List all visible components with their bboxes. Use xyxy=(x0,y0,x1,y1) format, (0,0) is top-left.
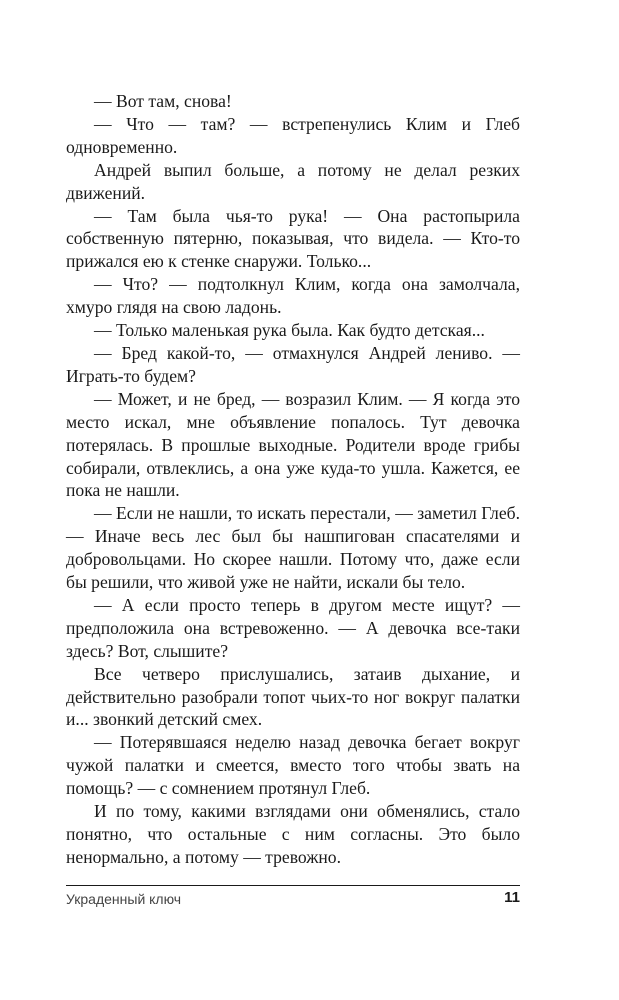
paragraph: — Там была чья-то рука! — Она растопырила собственную пятерню, показывая, что видела. — Кто-то прижался ею к стенке снаружи. Только... xyxy=(66,205,520,272)
body-text xyxy=(66,90,520,869)
paragraph: — Только маленькая рука была. Как будто детская... xyxy=(94,320,485,341)
footer-divider xyxy=(66,885,520,886)
paragraph: — Если не нашли, то искать перестали, — заметил Глеб. — Иначе весь лес был бы нашпигован спасателями и добровольцами. Но скорее нашли. Потому что, даже если бы решили, что живой уже не найти, искали бы тело. xyxy=(66,503,520,593)
page-number: 11 xyxy=(504,889,520,906)
paragraph: — Бред какой-то, — отмахнулся Андрей лениво. — Играть-то будем? xyxy=(66,342,520,386)
paragraph: — Может, и не бред, — возразил Клим. — Я когда это место искал, мне объявление попалось. Тут девочка потерялась. В прошлые выходные. Родители вроде грибы собирали, отвлеклись, а она уже куда-то ушла. Кажется, ее пока не нашли. xyxy=(66,388,520,501)
paragraph: И по тому, какими взглядами они обменялись, стало понятно, что остальные с ним согласны. Это было ненормально, а потому — тревожно. xyxy=(66,801,520,867)
paragraph: — Вот там, снова! xyxy=(94,91,232,111)
paragraph: — Потерявшаяся неделю назад девочка бегает вокруг чужой палатки и смеется, вместо того чтобы звать на помощь? — с сомнением протянул Глеб. xyxy=(66,732,520,799)
paragraph: Андрей выпил больше, а потому не делал резких движений. xyxy=(66,159,520,203)
running-footer-title: Украденный ключ xyxy=(66,891,182,907)
paragraph: — Что — там? — встрепенулись Клим и Глеб одновременно. xyxy=(66,113,520,157)
paragraph: — А если просто теперь в другом месте ищут? — предположила она встревоженно. — А девочка все-таки здесь? Вот, слышите? xyxy=(66,594,520,661)
paragraph: Все четверо прислушались, затаив дыхание, и действительно разобрали топот чьих-то ног вокруг палатки и... звонкий детский смех. xyxy=(66,663,520,730)
paragraph: — Что? — подтолкнул Клим, когда она замолчала, хмуро глядя на свою ладонь. xyxy=(66,274,520,318)
